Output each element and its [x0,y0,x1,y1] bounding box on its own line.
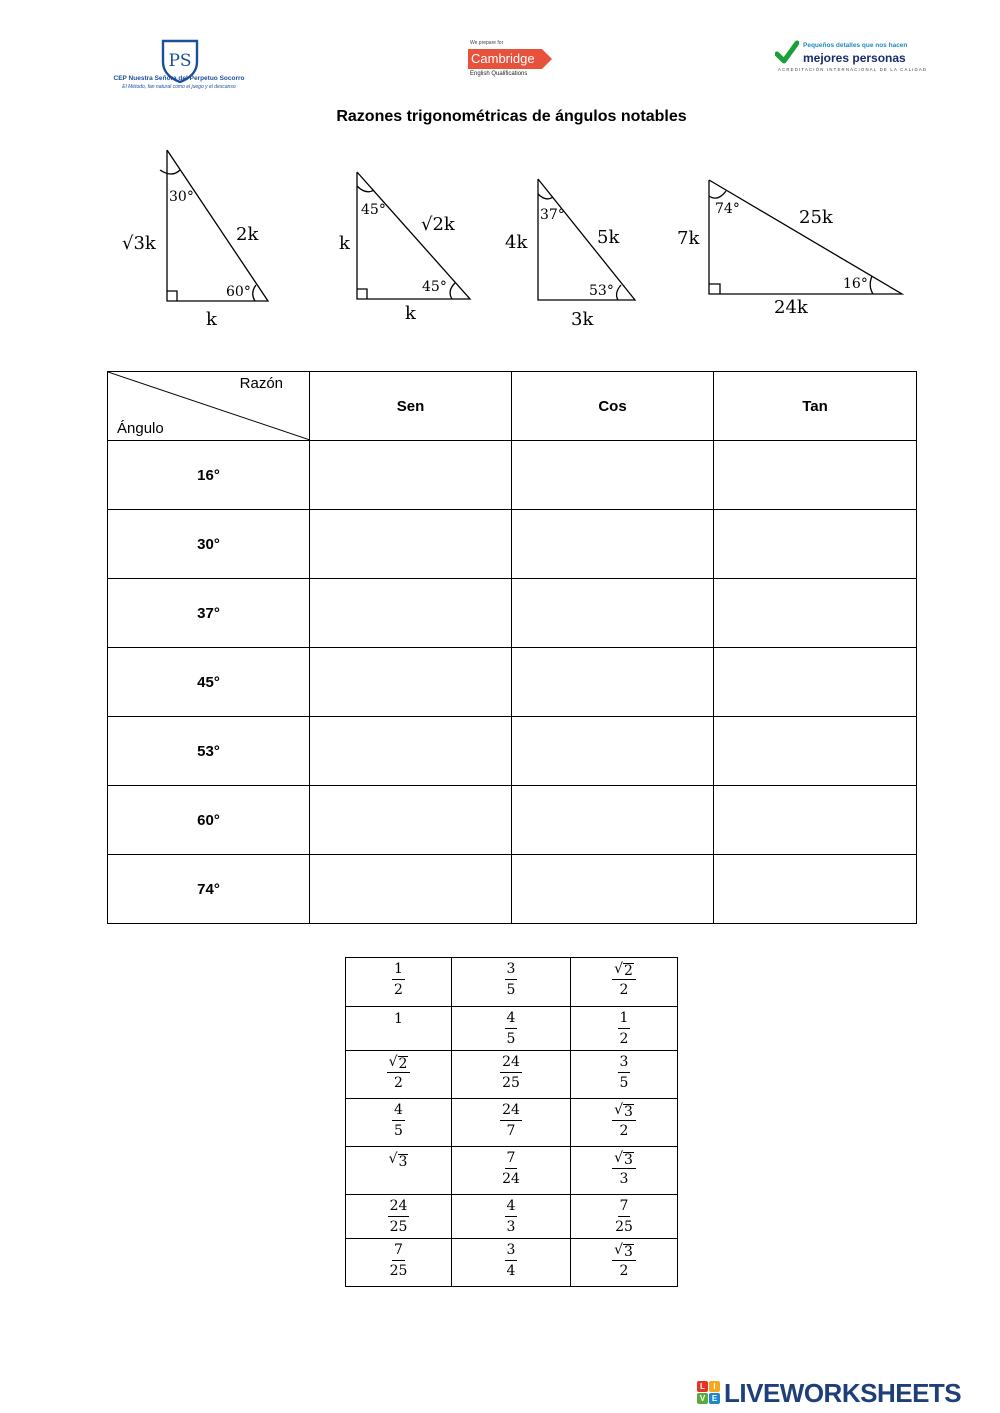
column-header-cos: Cos [512,372,714,441]
fraction-numerator: 24 [388,1196,410,1217]
triangle1-bottom-angle: 60° [226,284,251,300]
fraction [505,959,518,1000]
fraction [505,1240,518,1281]
corner-angulo-label: Ángulo [117,420,164,437]
table-row [346,1099,678,1147]
column-header-tan: Tan [714,372,917,441]
option-cell[interactable] [571,1195,678,1239]
fraction-denominator: 3 [619,1171,629,1187]
fraction-numerator: 1 [392,959,405,980]
table-header-row [108,372,917,441]
fraction-denominator: 2 [619,1031,629,1047]
table-row [108,579,917,648]
option-cell[interactable] [571,1007,678,1051]
fraction [500,1052,522,1093]
cambridge-prefix: We prepare for [470,40,504,46]
fraction [388,1240,410,1281]
school-logo [104,38,254,94]
answer-cell-tan[interactable] [714,441,917,510]
answer-cell-sen[interactable] [310,855,512,924]
ratios-table [107,371,917,924]
table-row [346,1239,678,1287]
triangle3-top-angle: 37° [540,207,565,223]
fraction [505,1008,518,1049]
fraction-denominator: 25 [389,1263,408,1279]
option-cell[interactable] [452,1147,571,1195]
fraction-numerator: √ 3 [612,1148,636,1169]
fraction [388,1196,410,1237]
fraction-denominator: 25 [615,1219,633,1235]
fraction-numerator: 3 [618,1052,631,1073]
option-cell[interactable] [452,1099,571,1147]
fraction-numerator: √ 3 [612,1100,636,1121]
answer-cell-cos[interactable] [512,855,714,924]
fraction [612,1240,636,1281]
triangle2-hypotenuse: √2k [421,214,455,235]
answer-cell-tan[interactable] [714,786,917,855]
fraction [392,959,405,1000]
fraction-numerator: 24 [500,1052,522,1073]
fraction [392,1100,405,1141]
triangle2-bottom-angle: 45° [422,279,447,295]
fraction-numerator: √ 2 [387,1052,411,1073]
option-cell[interactable] [346,958,452,1007]
fraction [500,1148,522,1189]
triangle3-hypotenuse: 5k [597,227,620,248]
triangle4-top-angle: 74° [715,201,740,217]
corner-razon-label: Razón [239,375,283,392]
column-header-sen: Sen [310,372,512,441]
option-cell[interactable] [571,958,678,1007]
option-cell[interactable] [452,1239,571,1287]
answer-cell-cos[interactable] [512,717,714,786]
liveworksheets-icon [697,1381,721,1405]
fraction [612,1100,636,1141]
triangle3-left-side: 4k [505,232,528,253]
triangle3-bottom-angle: 53° [589,283,614,299]
fraction-denominator: 5 [619,1075,629,1091]
angle-cell: 45° [108,648,310,717]
fraction-numerator: 4 [505,1008,518,1029]
triangle4-bottom-angle: 16° [843,276,868,292]
fraction-denominator: 5 [394,1123,403,1139]
liveworksheets-logo [697,1378,997,1408]
radicand: 3 [398,1154,408,1170]
school-motto: El Método, fan natural como el juego y el descanso [122,84,236,90]
option-cell[interactable] [346,1147,452,1195]
fraction-numerator: 7 [618,1196,631,1217]
answer-cell-tan[interactable] [714,648,917,717]
liveworksheets-brand: LIVEWORKSHEETS [724,1378,962,1408]
accreditation-line2: mejores personas [803,51,906,65]
icon-letter-l: L [697,1381,708,1392]
triangle4-base: 24k [774,297,808,318]
fraction [613,1196,635,1237]
fraction-denominator: 2 [619,1263,629,1279]
triangle4-left-side: 7k [677,228,700,249]
answer-cell-sen[interactable] [310,510,512,579]
radicand: 3 [624,1104,633,1120]
fraction [612,959,636,1000]
option-cell[interactable] [346,1007,452,1051]
school-initials: PS [168,51,192,71]
answer-cell-cos[interactable] [512,579,714,648]
answer-cell-tan[interactable] [714,510,917,579]
answer-cell-cos[interactable] [512,786,714,855]
answer-cell-tan[interactable] [714,855,917,924]
cambridge-logo [468,40,558,86]
fraction-numerator: 7 [505,1148,518,1169]
table-row [346,958,678,1007]
checkmark-icon [775,40,799,66]
option-cell[interactable] [452,1051,571,1099]
fraction-numerator: 4 [505,1196,518,1217]
triangle4-hypotenuse: 25k [799,207,833,228]
option-cell[interactable] [571,1051,678,1099]
fraction [387,1052,411,1093]
option-cell[interactable] [571,1099,678,1147]
triangle3-base: 3k [571,309,594,330]
fraction-denominator: 7 [506,1123,516,1139]
option-cell[interactable] [452,1195,571,1239]
answer-cell-cos[interactable] [512,441,714,510]
fraction-denominator: 2 [394,982,403,998]
triangle1-top-angle: 30° [169,189,194,205]
answer-cell-sen[interactable] [310,648,512,717]
option-cell[interactable] [346,1099,452,1147]
fraction-denominator: 25 [389,1219,408,1235]
page-title: Razones trigonométricas de ángulos notables [336,108,687,125]
table-row [346,1007,678,1051]
fraction-numerator: 3 [505,1240,518,1261]
angle-cell: 16° [108,441,310,510]
angle-cell: 60° [108,786,310,855]
fraction-numerator: 1 [618,1008,631,1029]
answer-options-table [345,957,678,1287]
table-row [108,510,917,579]
option-cell[interactable] [452,958,571,1007]
angle-cell: 30° [108,510,310,579]
fraction [612,1148,636,1189]
fraction [618,1052,631,1093]
school-name: CEP Nuestra Señora del Perpetuo Socorro [113,75,245,82]
radicand: 2 [624,963,633,979]
triangle1-hypotenuse: 2k [236,224,259,245]
cambridge-suffix: English Qualifications [470,71,528,77]
angle-cell: 37° [108,579,310,648]
fraction-denominator: 5 [506,982,516,998]
fraction-numerator: 4 [392,1100,405,1121]
fraction [618,1008,631,1049]
table-row [108,441,917,510]
table-row [108,786,917,855]
triangle1-left-side: √3k [122,233,156,254]
option-value: √ 3 [388,1151,408,1170]
icon-letter-i: I [709,1381,720,1392]
radicand: 3 [624,1244,633,1260]
fraction-numerator: 7 [392,1240,405,1261]
icon-letter-v: V [697,1393,708,1404]
accreditation-line3: ACREDITACIÓN INTERNACIONAL DE LA CALIDAD [778,67,928,72]
fraction-numerator: √ 3 [612,1240,636,1261]
table-row [108,717,917,786]
fraction-denominator: 3 [506,1219,516,1235]
answer-cell-sen[interactable] [310,786,512,855]
triangle2-top-angle: 45° [361,202,386,218]
fraction-denominator: 25 [502,1075,520,1091]
table-row [346,1147,678,1195]
angle-cell: 53° [108,717,310,786]
triangle2-base: k [405,303,416,324]
option-cell[interactable] [571,1147,678,1195]
answer-cell-tan[interactable] [714,579,917,648]
fraction-denominator: 2 [394,1075,403,1091]
radicand: 2 [398,1056,408,1072]
fraction-denominator: 2 [619,982,629,998]
fraction-denominator: 2 [619,1123,629,1139]
answer-cell-sen[interactable] [310,717,512,786]
accreditation-logo [775,40,928,80]
option-cell[interactable] [452,1007,571,1051]
accreditation-line1: Pequeños detalles que nos hacen [803,42,908,49]
answer-cell-sen[interactable] [310,441,512,510]
answer-cell-tan[interactable] [714,717,917,786]
table-row [346,1195,678,1239]
option-cell[interactable] [571,1239,678,1287]
cambridge-word: Cambridge [471,51,535,66]
icon-letter-e: E [709,1393,720,1404]
table-row [108,648,917,717]
answer-cell-cos[interactable] [512,510,714,579]
fraction-denominator: 4 [506,1263,516,1279]
fraction-numerator: 24 [500,1100,522,1121]
answer-cell-sen[interactable] [310,579,512,648]
answer-cell-cos[interactable] [512,648,714,717]
corner-cell [108,372,310,441]
fraction [505,1196,518,1237]
fraction-numerator: 3 [505,959,518,980]
fraction [500,1100,522,1141]
triangle2-left-side: k [339,233,350,254]
fraction-denominator: 24 [502,1171,520,1187]
radicand: 3 [624,1152,633,1168]
option-cell[interactable] [346,1239,452,1287]
option-value: 1 [394,1011,403,1027]
option-cell[interactable] [346,1195,452,1239]
triangle1-base: k [206,309,217,330]
table-row [346,1051,678,1099]
fraction-denominator: 5 [506,1031,516,1047]
angle-cell: 74° [108,855,310,924]
fraction-numerator: √ 2 [612,959,636,980]
table-row [108,855,917,924]
option-cell[interactable] [346,1051,452,1099]
